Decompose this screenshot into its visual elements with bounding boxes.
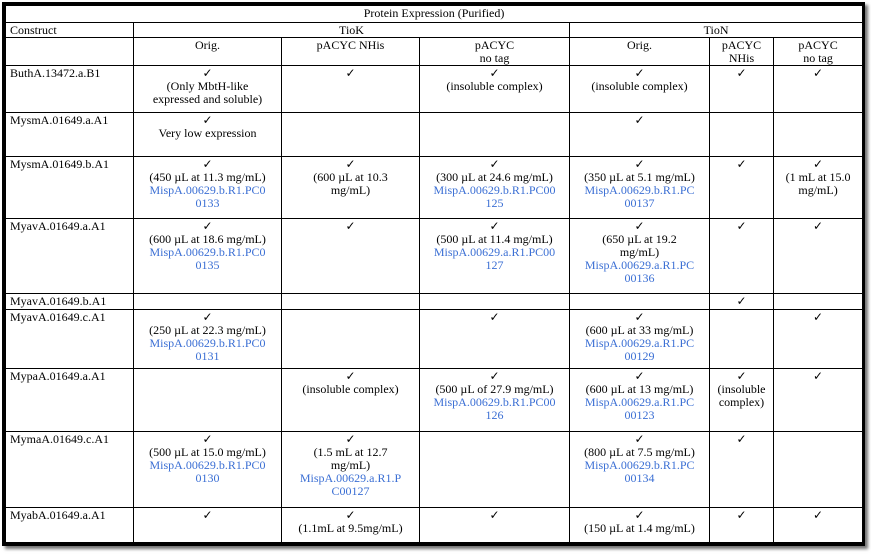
column-subheader-text: no tag <box>479 51 510 66</box>
table-cell <box>774 369 863 431</box>
table-cell <box>420 507 570 542</box>
table-row <box>6 431 863 507</box>
table-cell <box>774 310 863 369</box>
checkmark-icon: ✓ <box>345 431 356 446</box>
table-cell <box>282 218 420 293</box>
checkmark-icon: ✓ <box>345 369 356 384</box>
table-cell <box>570 507 710 542</box>
table-cell <box>420 431 570 507</box>
cell-note: (600 µL at 13 mg/mL) <box>585 382 694 397</box>
cell-note: (250 µL at 22.3 mg/mL) <box>149 323 266 338</box>
checkmark-icon: ✓ <box>813 310 824 325</box>
column-subheader <box>774 38 863 66</box>
checkmark-icon: ✓ <box>634 310 645 325</box>
checkmark-icon: ✓ <box>634 431 645 446</box>
cell-note: (350 µL at 5.1 mg/mL) <box>584 169 695 184</box>
checkmark-icon: ✓ <box>634 369 645 384</box>
table-cell <box>710 156 774 218</box>
column-subheader <box>710 38 774 66</box>
checkmark-icon: ✓ <box>736 507 747 522</box>
checkmark-icon: ✓ <box>202 156 213 171</box>
table-cell <box>134 294 282 310</box>
table-cell <box>710 294 774 310</box>
table-row <box>6 218 863 293</box>
cell-note: (450 µL at 11.3 mg/mL) <box>149 169 266 184</box>
table-cell <box>774 294 863 310</box>
table-cell <box>282 310 420 369</box>
sample-id-link[interactable]: 127 <box>485 257 504 272</box>
column-subheader-text: no tag <box>803 51 833 66</box>
sample-id-link[interactable]: MispA.00629.a.R1.P <box>299 470 402 485</box>
sample-id-link[interactable]: MispA.00629.a.R1.PC <box>584 336 695 351</box>
table-row <box>6 66 863 113</box>
sample-id-link[interactable]: MispA.00629.b.R1.PC0 <box>149 457 266 472</box>
sample-id-link[interactable]: MispA.00629.b.R1.PC00 <box>433 395 556 410</box>
sample-id-link[interactable]: 00137 <box>624 195 655 210</box>
cell-note: mg/mL) <box>619 244 660 259</box>
cell-note: (insoluble complex) <box>302 382 399 397</box>
sample-id-link[interactable]: MispA.00629.b.R1.PC0 <box>149 336 266 351</box>
table-cell <box>710 218 774 293</box>
sample-id-link[interactable]: 00136 <box>624 270 655 285</box>
sample-id-link[interactable]: 0130 <box>195 470 220 485</box>
table-cell <box>420 218 570 293</box>
cell-note: Very low expression <box>158 126 257 141</box>
sample-id-link[interactable]: 0131 <box>195 349 220 364</box>
checkmark-icon: ✓ <box>489 310 500 325</box>
cell-note: mg/mL) <box>798 182 838 197</box>
table-cell <box>710 507 774 542</box>
checkmark-icon: ✓ <box>202 218 213 233</box>
cell-note: (Only MbtH-like <box>166 79 249 94</box>
table-cell <box>774 66 863 113</box>
table-cell <box>134 369 282 431</box>
construct-header: Construct <box>6 23 134 38</box>
cell-note: (500 µL of 27.9 mg/mL) <box>435 382 554 397</box>
construct-name: MysmA.01649.b.A1 <box>6 156 134 218</box>
table-cell <box>570 66 710 113</box>
checkmark-icon: ✓ <box>736 431 747 446</box>
table-row <box>6 294 863 310</box>
table-cell <box>774 431 863 507</box>
table-cell <box>134 310 282 369</box>
checkmark-icon: ✓ <box>813 156 824 171</box>
checkmark-icon: ✓ <box>634 156 645 171</box>
checkmark-icon: ✓ <box>813 369 824 384</box>
table-cell <box>420 66 570 113</box>
table-cell <box>282 507 420 542</box>
sample-id-link[interactable]: 126 <box>485 408 504 423</box>
table-cell <box>134 431 282 507</box>
checkmark-icon: ✓ <box>489 66 500 81</box>
cell-note: (150 µL at 1.4 mg/mL) <box>584 520 695 535</box>
checkmark-icon: ✓ <box>736 294 747 309</box>
checkmark-icon: ✓ <box>345 66 356 81</box>
cell-note: (1 mL at 15.0 <box>785 169 851 184</box>
construct-name: MyabA.01649.a.A1 <box>6 507 134 542</box>
construct-name: MyavA.01649.c.A1 <box>6 310 134 369</box>
cell-note: (300 µL at 24.6 mg/mL) <box>436 169 553 184</box>
table-cell <box>420 294 570 310</box>
checkmark-icon: ✓ <box>202 310 213 325</box>
checkmark-icon: ✓ <box>634 113 645 128</box>
table-cell <box>282 113 420 156</box>
table-cell <box>570 113 710 156</box>
column-subheader-text: pACYC NHis <box>316 38 385 53</box>
construct-name: MysmA.01649.a.A1 <box>6 113 134 156</box>
table-cell <box>774 156 863 218</box>
cell-note: (insoluble complex) <box>591 79 688 94</box>
checkmark-icon: ✓ <box>736 66 747 81</box>
column-subheader-text: pACYC <box>798 38 838 53</box>
construct-name: MypaA.01649.a.A1 <box>6 369 134 431</box>
checkmark-icon: ✓ <box>736 218 747 233</box>
checkmark-icon: ✓ <box>813 507 824 522</box>
column-subheader <box>282 38 420 66</box>
construct-name: MyavA.01649.a.A1 <box>6 218 134 293</box>
column-subheader-text: pACYC <box>474 38 515 53</box>
tiok-header: TioK <box>134 23 570 38</box>
construct-name: MymaA.01649.c.A1 <box>6 431 134 507</box>
table-cell <box>570 156 710 218</box>
column-subheader <box>420 38 570 66</box>
table-row <box>6 310 863 369</box>
table-cell <box>570 431 710 507</box>
table-cell <box>420 113 570 156</box>
checkmark-icon: ✓ <box>345 507 356 522</box>
sample-id-link[interactable]: 00129 <box>624 349 655 364</box>
construct-subheader-empty <box>6 38 134 66</box>
cell-note: (insoluble <box>717 382 766 397</box>
table-cell <box>282 66 420 113</box>
cell-note: (600 µL at 33 mg/mL) <box>585 323 694 338</box>
sample-id-link[interactable]: C00127 <box>331 483 370 498</box>
cell-note: (500 µL at 15.0 mg/mL) <box>149 444 266 459</box>
table-row <box>6 156 863 218</box>
checkmark-icon: ✓ <box>813 66 824 81</box>
table-cell <box>710 310 774 369</box>
column-subheader-text: Orig. <box>627 38 652 53</box>
cell-note: mg/mL) <box>330 182 371 197</box>
sample-id-link[interactable]: 00123 <box>624 408 655 423</box>
table-cell <box>710 66 774 113</box>
column-subheader-text: Orig. <box>195 38 220 53</box>
column-subheader <box>570 38 710 66</box>
checkmark-icon: ✓ <box>813 218 824 233</box>
table-cell <box>570 294 710 310</box>
sample-id-link[interactable]: 125 <box>485 195 504 210</box>
table-row <box>6 507 863 542</box>
sample-id-link[interactable]: MispA.00629.b.R1.PC0 <box>149 182 266 197</box>
sample-id-link[interactable]: 0135 <box>195 257 220 272</box>
cell-note: expressed and soluble) <box>152 92 263 107</box>
column-subheader <box>134 38 282 66</box>
construct-name: ButhA.13472.a.B1 <box>6 66 134 113</box>
cell-note: (insoluble complex) <box>446 79 543 94</box>
checkmark-icon: ✓ <box>634 507 645 522</box>
table-cell <box>570 369 710 431</box>
sample-id-link[interactable]: MispA.00629.a.R1.PC00 <box>433 244 556 259</box>
checkmark-icon: ✓ <box>489 369 500 384</box>
cell-note: (800 µL at 7.5 mg/mL) <box>584 444 695 459</box>
checkmark-icon: ✓ <box>634 66 645 81</box>
checkmark-icon: ✓ <box>202 66 213 81</box>
table-cell <box>710 369 774 431</box>
table-cell <box>134 113 282 156</box>
checkmark-icon: ✓ <box>736 369 747 384</box>
table-cell <box>282 156 420 218</box>
column-subheader-text: NHis <box>728 51 755 66</box>
sample-id-link[interactable]: MispA.00629.a.R1.PC <box>584 257 695 272</box>
table-cell <box>570 310 710 369</box>
cell-note: (500 µL at 11.4 mg/mL) <box>436 231 553 246</box>
table-cell <box>570 218 710 293</box>
table-cell <box>282 431 420 507</box>
checkmark-icon: ✓ <box>489 218 500 233</box>
table-cell <box>134 156 282 218</box>
sample-id-link[interactable]: MispA.00629.b.R1.PC0 <box>149 244 266 259</box>
checkmark-icon: ✓ <box>345 156 356 171</box>
table-cell <box>420 369 570 431</box>
checkmark-icon: ✓ <box>489 156 500 171</box>
table-cell <box>134 218 282 293</box>
table-cell <box>774 113 863 156</box>
column-subheader-text: pACYC <box>721 38 762 53</box>
table-row <box>6 369 863 431</box>
sample-id-link[interactable]: MispA.00629.b.R1.PC <box>584 182 695 197</box>
table-cell <box>420 310 570 369</box>
cell-note: complex) <box>718 395 765 410</box>
table-cell <box>134 66 282 113</box>
cell-note: (650 µL at 19.2 <box>602 231 677 246</box>
tion-header: TioN <box>570 23 863 38</box>
table-title: Protein Expression (Purified) <box>6 6 863 23</box>
sample-id-link[interactable]: MispA.00629.a.R1.PC <box>584 395 695 410</box>
checkmark-icon: ✓ <box>202 507 213 522</box>
cell-note: (1.1mL at 9.5mg/mL) <box>298 520 403 535</box>
table-cell <box>710 431 774 507</box>
table-cell <box>710 113 774 156</box>
cell-note: (600 µL at 18.6 mg/mL) <box>149 231 266 246</box>
checkmark-icon: ✓ <box>736 156 747 171</box>
checkmark-icon: ✓ <box>202 113 213 128</box>
table-row <box>6 113 863 156</box>
table-cell <box>282 369 420 431</box>
sample-id-link[interactable]: 0133 <box>195 195 220 210</box>
cell-note: mg/mL) <box>330 457 371 472</box>
table-cell <box>134 507 282 542</box>
table-cell <box>774 507 863 542</box>
checkmark-icon: ✓ <box>345 218 356 233</box>
cell-note: (1.5 mL at 12.7 <box>313 444 388 459</box>
checkmark-icon: ✓ <box>489 507 500 522</box>
protein-expression-table-frame <box>2 2 865 546</box>
sample-id-link[interactable]: 00134 <box>624 470 655 485</box>
sample-id-link[interactable]: MispA.00629.b.R1.PC00 <box>433 182 556 197</box>
checkmark-icon: ✓ <box>634 218 645 233</box>
sample-id-link[interactable]: MispA.00629.b.R1.PC <box>584 457 695 472</box>
table-cell <box>774 218 863 293</box>
checkmark-icon: ✓ <box>202 431 213 446</box>
table-cell <box>282 294 420 310</box>
cell-note: (600 µL at 10.3 <box>313 169 388 184</box>
protein-expression-table <box>5 5 863 543</box>
table-cell <box>420 156 570 218</box>
construct-name: MyavA.01649.b.A1 <box>6 294 134 310</box>
